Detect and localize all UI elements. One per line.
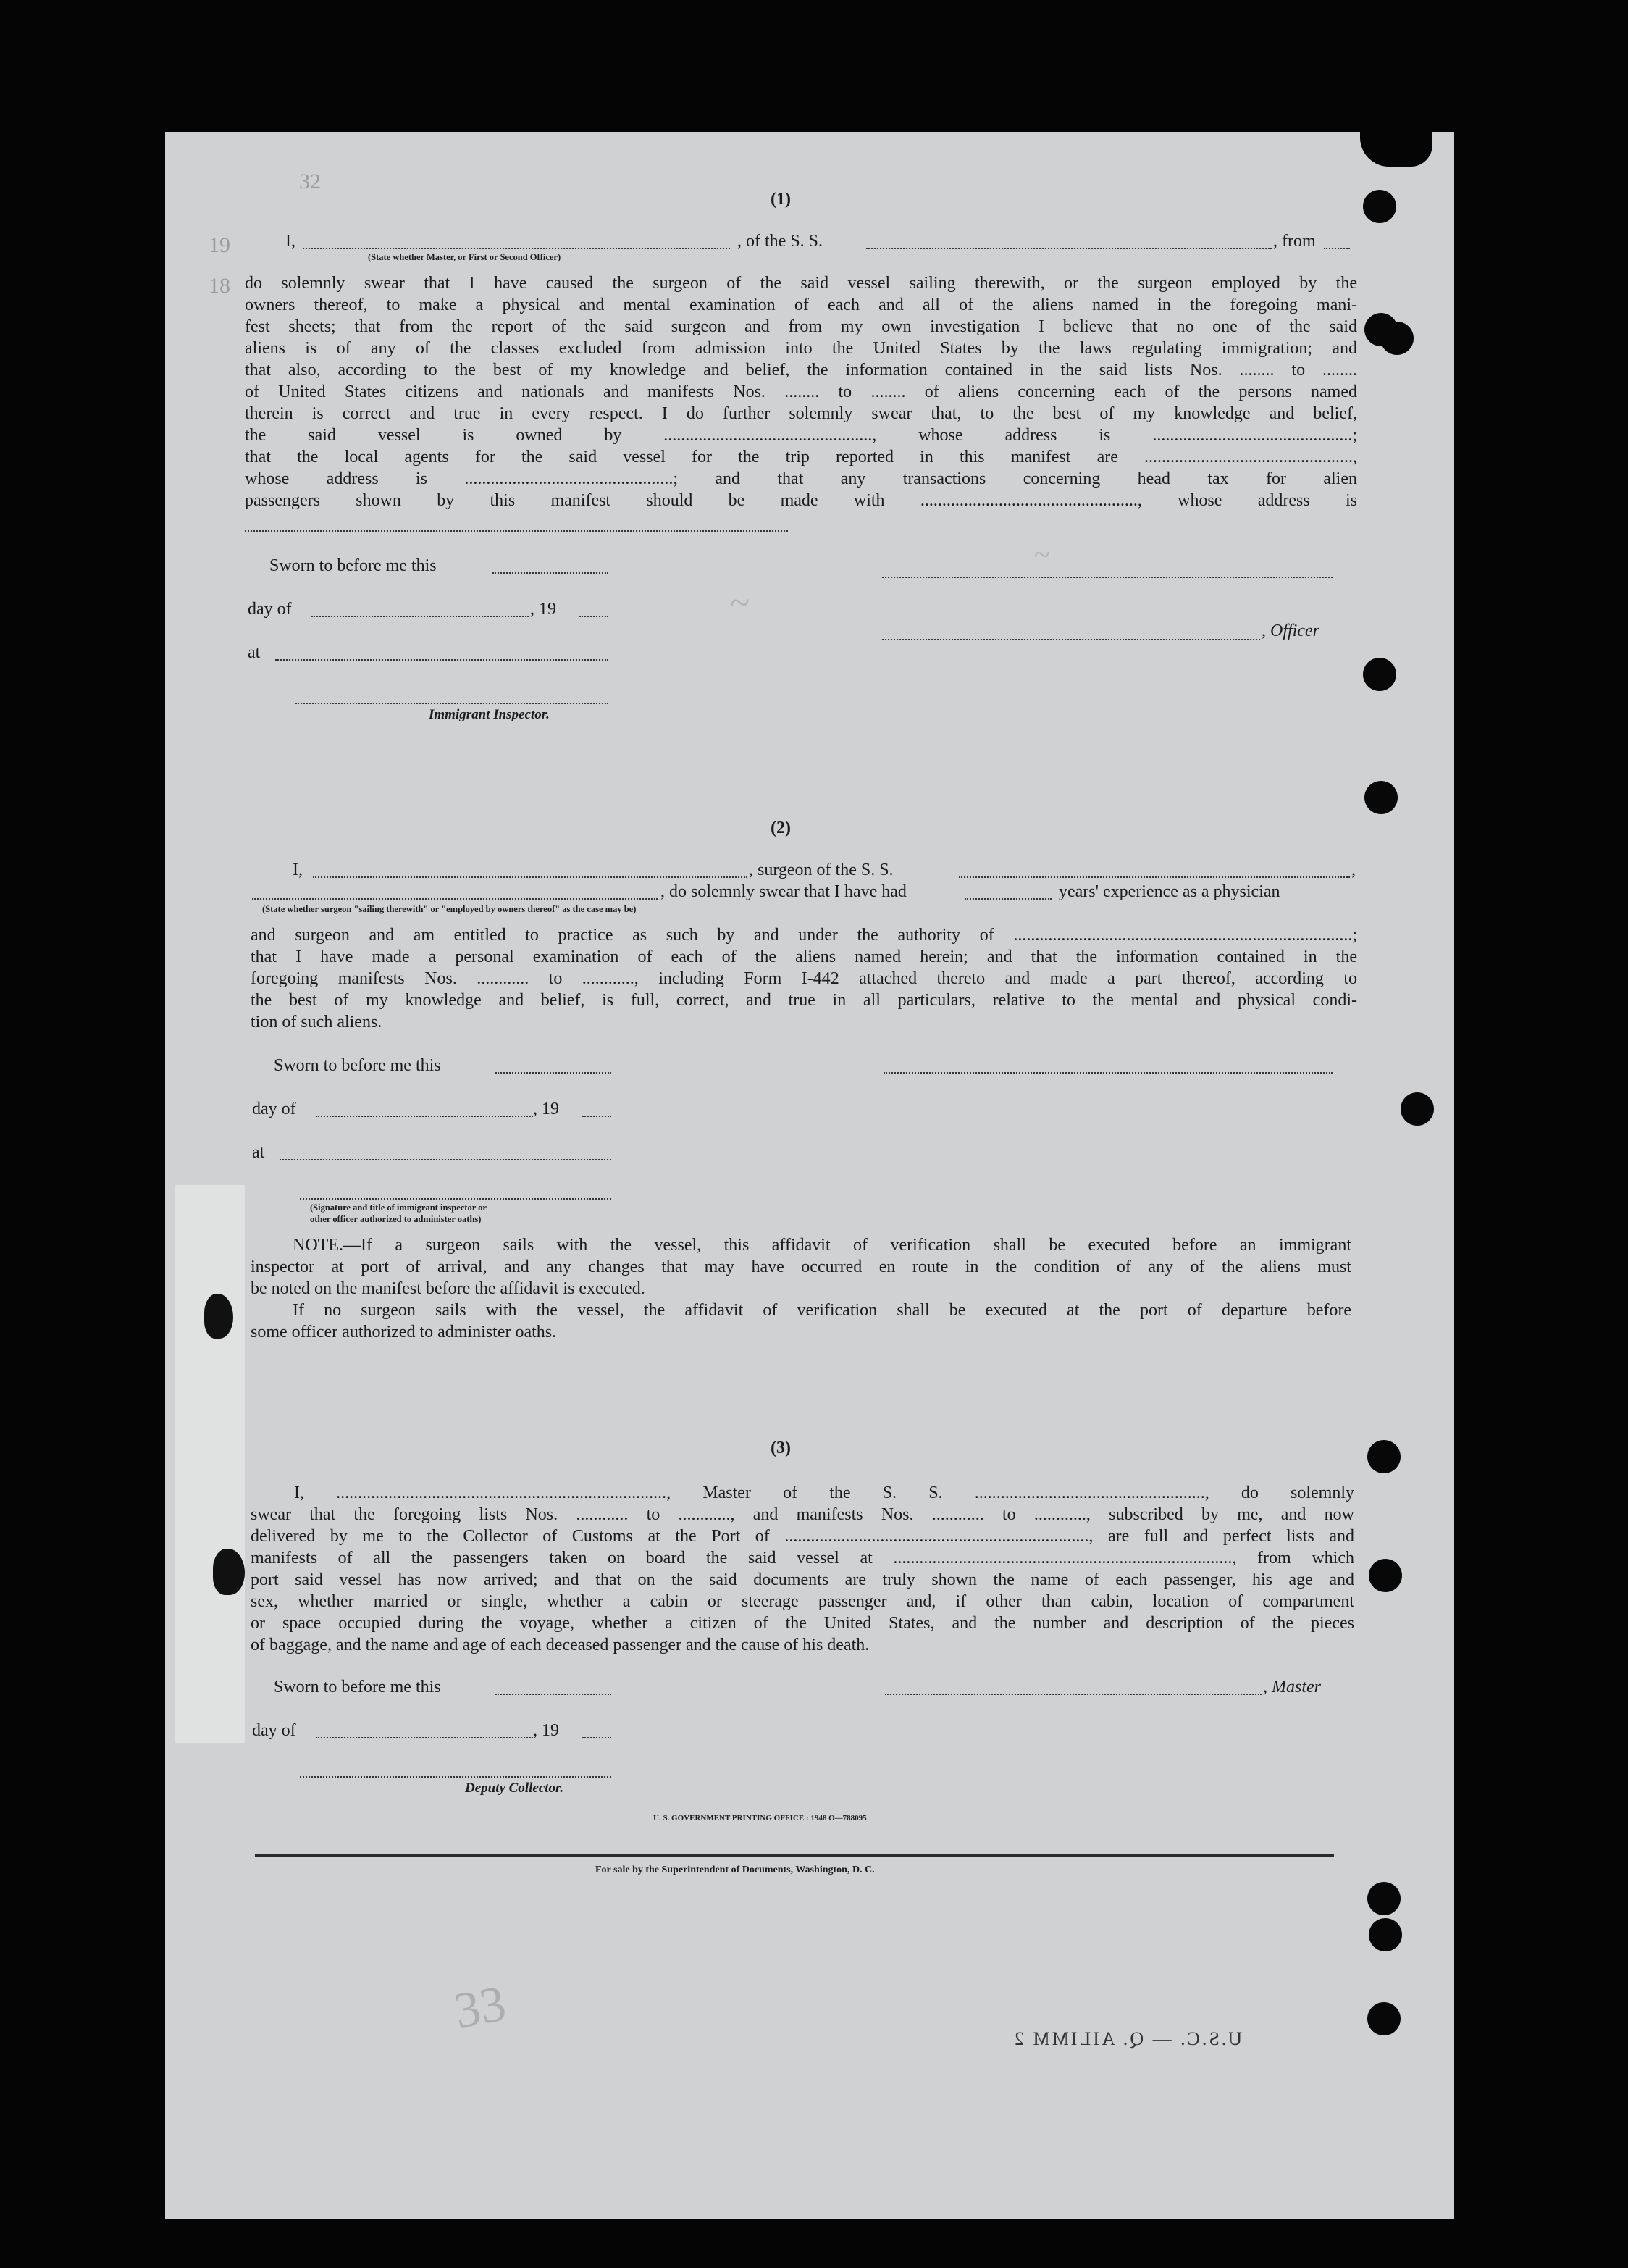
- binder-hole: [1401, 1092, 1434, 1126]
- torn-corner: [1360, 132, 1432, 167]
- oath-line: the said vessel is owned by ................................................, whose address is ..............................................;: [245, 426, 1357, 445]
- binder-hole: [1369, 1918, 1402, 1951]
- handwriting-mark: ~: [1034, 538, 1050, 571]
- blank-line: [275, 659, 608, 661]
- binder-hole: [1364, 781, 1398, 814]
- text-line: I,: [293, 861, 303, 879]
- page-number-mark: 32: [299, 170, 321, 193]
- section-number: (3): [771, 1439, 791, 1457]
- handwriting-mark: ~: [730, 582, 750, 622]
- oath-line: and surgeon and am entitled to practice as such by and under the authority of ..............................................................................;: [251, 926, 1357, 945]
- oath-line: manifests of all the passengers taken on board the said vessel at .............................................................................., from which: [251, 1549, 1354, 1568]
- oath-line: aliens is of any of the classes excluded from admission into the United States by the laws regulating immigration; and: [245, 339, 1357, 358]
- blank-line: [295, 703, 608, 704]
- blank-line: [252, 898, 658, 900]
- oath-line: the best of my knowledge and belief, is full, correct, and true in all particulars, relative to the mental and physical condi-: [251, 991, 1357, 1010]
- reel-stamp: U.S.C. — Q. AILIMM 2: [1012, 2028, 1243, 2049]
- master-label: , Master: [1263, 1678, 1321, 1696]
- year-label: , 19: [533, 1100, 559, 1118]
- blank-line: [885, 1694, 1262, 1695]
- sworn-label: Sworn to before me this: [269, 556, 437, 575]
- at-label: at: [248, 643, 261, 662]
- oath-line: tion of such aliens.: [251, 1013, 382, 1032]
- blank-line: [882, 639, 1260, 640]
- left-edge-smear: [175, 1185, 245, 1743]
- sworn-label: Sworn to before me this: [274, 1678, 441, 1696]
- sworn-label: Sworn to before me this: [274, 1056, 441, 1075]
- text-line: ,: [1351, 861, 1356, 879]
- blank-line: [245, 530, 788, 532]
- oath-line: that also, according to the best of my knowledge and belief, the information contained in the said lists Nos. ........ to ........: [245, 361, 1357, 380]
- oath-line: that the local agents for the said vessel for the trip reported in this manifest are ................................................,: [245, 448, 1357, 466]
- blank-line: [495, 1072, 611, 1074]
- blank-line: [316, 1737, 533, 1738]
- text-line: , from: [1273, 232, 1316, 251]
- oath-line: foregoing manifests Nos. ............ to ............, including Form I-442 attached thereto and made a part thereof, according to: [251, 969, 1357, 988]
- text-line: , do solemnly swear that I have had: [660, 882, 907, 901]
- blank-line: [582, 1737, 611, 1738]
- note-line: NOTE.—If a surgeon sails with the vessel, this affidavit of verification shall be executed before an immigrant: [293, 1236, 1351, 1255]
- signature-note: other officer authorized to administer oaths): [310, 1214, 482, 1224]
- inspector-label: Immigrant Inspector.: [429, 707, 550, 722]
- oath-line: swear that the foregoing lists Nos. ............ to ............, and manifests Nos. ............ to ............, subscribed by me, and now: [251, 1505, 1354, 1524]
- officer-label: , Officer: [1262, 622, 1319, 640]
- blank-line: [300, 1198, 611, 1200]
- note-line: If no surgeon sails with the vessel, the affidavit of verification shall be executed at the port of departure before: [293, 1301, 1351, 1320]
- blank-line: [495, 1694, 611, 1695]
- binder-hole: [1380, 322, 1414, 355]
- day-label: day of: [252, 1100, 296, 1118]
- binder-hole: [1367, 1882, 1401, 1915]
- year-label: , 19: [533, 1721, 559, 1740]
- year-label: , 19: [530, 600, 556, 619]
- text-line: , of the S. S.: [737, 232, 823, 251]
- blank-line: [313, 876, 747, 878]
- note-line: be noted on the manifest before the affidavit is executed.: [251, 1279, 645, 1298]
- blank-line: [303, 248, 730, 249]
- note-line: inspector at port of arrival, and any changes that may have occurred en route in the condition of any of the aliens must: [251, 1258, 1351, 1276]
- signature-note: (Signature and title of immigrant inspector or: [310, 1202, 487, 1213]
- binder-hole: [1363, 658, 1396, 691]
- margin-mark: 18: [209, 274, 230, 298]
- day-label: day of: [248, 600, 292, 619]
- blank-line: [316, 1116, 533, 1117]
- blank-line: [300, 1776, 611, 1778]
- at-label: at: [252, 1143, 265, 1162]
- text-line: , surgeon of the S. S.: [749, 861, 894, 879]
- oath-line: do solemnly swear that I have caused the surgeon of the said vessel sailing therewith, or the surgeon employed by the: [245, 274, 1357, 293]
- gpo-line: U. S. GOVERNMENT PRINTING OFFICE : 1948 O—788095: [653, 1814, 867, 1823]
- ink-blot: [213, 1549, 245, 1595]
- section-number: (2): [771, 819, 791, 837]
- oath-line: passengers shown by this manifest should be made with .................................................., whose address is: [245, 491, 1357, 510]
- form-page: [165, 132, 1454, 2219]
- blank-line: [582, 1116, 611, 1117]
- oath-line: that I have made a personal examination of each of the aliens named herein; and that the information contained in the: [251, 947, 1357, 966]
- collector-label: Deputy Collector.: [465, 1780, 564, 1796]
- oath-line: I, ............................................................................, Master of the S. S. ....................................................., do solemnly: [294, 1484, 1354, 1502]
- blank-line: [882, 577, 1333, 578]
- blank-line: [492, 572, 608, 574]
- blank-line: [311, 616, 529, 617]
- oath-line: whose address is ................................................; and that any transactions concerning head tax for alien: [245, 469, 1357, 488]
- binder-hole: [1367, 2002, 1401, 2035]
- oath-line: port said vessel has now arrived; and that on the said documents are truly shown the name of each passenger, his age and: [251, 1570, 1354, 1589]
- for-sale-line: For sale by the Superintendent of Documents, Washington, D. C.: [595, 1865, 875, 1875]
- binder-hole: [1369, 1559, 1402, 1592]
- field-note: (State whether surgeon "sailing therewith" or "employed by owners thereof" as the case may be): [262, 904, 637, 914]
- note-line: some officer authorized to administer oaths.: [251, 1323, 557, 1342]
- blank-line: [866, 248, 1272, 249]
- blank-line: [884, 1072, 1333, 1074]
- blank-line: [965, 898, 1052, 900]
- section-number: (1): [771, 190, 791, 209]
- ink-blot: [204, 1294, 233, 1339]
- field-note: (State whether Master, or First or Second Officer): [368, 252, 561, 262]
- footer-rule: [255, 1854, 1334, 1857]
- blank-line: [579, 616, 608, 617]
- oath-line: owners thereof, to make a physical and mental examination of each and all of the aliens named in the foregoing mani-: [245, 296, 1357, 314]
- oath-line: fest sheets; that from the report of the said surgeon and from my own investigation I believe that no one of the said: [245, 317, 1357, 336]
- blank-line: [959, 876, 1350, 878]
- oath-line: delivered by me to the Collector of Customs at the Port of ......................................................................, are full and perfect lists and: [251, 1527, 1354, 1546]
- oath-line: sex, whether married or single, whether a cabin or steerage passenger and, if other than cabin, location of compartment: [251, 1592, 1354, 1611]
- margin-mark: 19: [209, 233, 230, 257]
- circled-number: 33: [450, 1975, 511, 2040]
- text-line: I,: [285, 232, 295, 251]
- oath-line: of United States citizens and nationals and manifests Nos. ........ to ........ of aliens concerning each of the persons named: [245, 382, 1357, 401]
- oath-line: therein is correct and true in every respect. I do further solemnly swear that, to the best of my knowledge and belief,: [245, 404, 1357, 423]
- oath-line: of baggage, and the name and age of each deceased passenger and the cause of his death.: [251, 1636, 870, 1654]
- oath-line: or space occupied during the voyage, whether a citizen of the United States, and the number and description of the pieces: [251, 1614, 1354, 1633]
- text-line: years' experience as a physician: [1059, 882, 1280, 901]
- day-label: day of: [252, 1721, 296, 1740]
- blank-line: [280, 1159, 611, 1160]
- blank-line: [1324, 248, 1350, 249]
